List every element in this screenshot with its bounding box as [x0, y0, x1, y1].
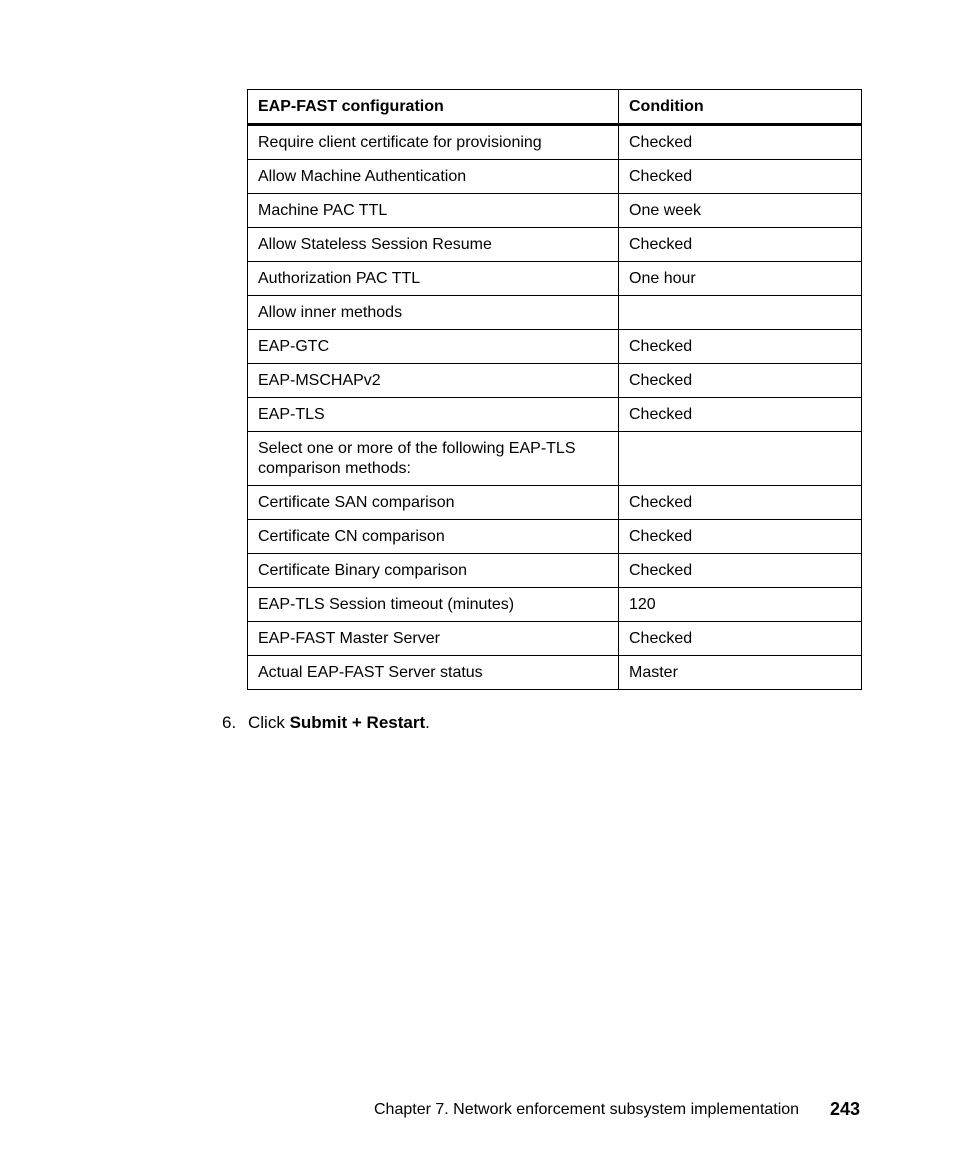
config-setting-cell: Certificate Binary comparison: [248, 554, 619, 588]
condition-cell: Checked: [619, 622, 862, 656]
table-row: [248, 588, 862, 622]
condition-cell: Checked: [619, 520, 862, 554]
condition-cell: Checked: [619, 364, 862, 398]
table-row: [248, 432, 862, 486]
config-setting-cell: EAP-MSCHAPv2: [248, 364, 619, 398]
step-number: 6.: [222, 713, 237, 732]
config-setting-cell: Require client certificate for provisioning: [248, 125, 619, 160]
header-condition: Condition: [619, 90, 862, 125]
table-row: [248, 160, 862, 194]
table-row: [248, 398, 862, 432]
config-setting-cell: Allow Stateless Session Resume: [248, 228, 619, 262]
condition-cell: One week: [619, 194, 862, 228]
table-row: [248, 520, 862, 554]
condition-cell: Checked: [619, 125, 862, 160]
config-setting-cell: Allow Machine Authentication: [248, 160, 619, 194]
step-instruction: [222, 712, 430, 734]
table-header-row: [248, 90, 862, 125]
condition-cell: Checked: [619, 330, 862, 364]
condition-cell: Checked: [619, 160, 862, 194]
submit-restart-label: Submit + Restart: [289, 713, 426, 732]
page-footer: [374, 1100, 861, 1120]
table-row: [248, 330, 862, 364]
table-row: [248, 296, 862, 330]
condition-cell: Checked: [619, 228, 862, 262]
config-setting-cell: EAP-GTC: [248, 330, 619, 364]
table-row: [248, 262, 862, 296]
condition-cell: Checked: [619, 554, 862, 588]
condition-cell: 120: [619, 588, 862, 622]
config-setting-cell: Actual EAP-FAST Server status: [248, 656, 619, 690]
config-setting-cell: EAP-TLS: [248, 398, 619, 432]
page-number: 243: [829, 1099, 860, 1119]
config-setting-cell: Certificate CN comparison: [248, 520, 619, 554]
chapter-title: Chapter 7. Network enforcement subsystem implementation: [374, 1101, 800, 1118]
config-table: [247, 89, 862, 690]
step-prefix: Click: [248, 713, 290, 732]
condition-cell: [619, 296, 862, 330]
table-body: [248, 125, 862, 690]
table-row: [248, 622, 862, 656]
condition-cell: Master: [619, 656, 862, 690]
condition-cell: One hour: [619, 262, 862, 296]
table-row: [248, 486, 862, 520]
table-row: [248, 554, 862, 588]
config-setting-cell: EAP-TLS Session timeout (minutes): [248, 588, 619, 622]
table-row: [248, 364, 862, 398]
condition-cell: [619, 432, 862, 486]
config-setting-cell: EAP-FAST Master Server: [248, 622, 619, 656]
table-row: [248, 228, 862, 262]
config-setting-cell: Authorization PAC TTL: [248, 262, 619, 296]
condition-cell: Checked: [619, 398, 862, 432]
table-row: [248, 125, 862, 160]
step-suffix: .: [425, 713, 430, 732]
table-row: [248, 656, 862, 690]
header-configuration: EAP-FAST configuration: [248, 90, 619, 125]
config-setting-cell: Certificate SAN comparison: [248, 486, 619, 520]
config-setting-cell: Select one or more of the following EAP-TLS comparison methods:: [248, 432, 619, 486]
config-setting-cell: Machine PAC TTL: [248, 194, 619, 228]
table-row: [248, 194, 862, 228]
condition-cell: Checked: [619, 486, 862, 520]
config-setting-cell: Allow inner methods: [248, 296, 619, 330]
